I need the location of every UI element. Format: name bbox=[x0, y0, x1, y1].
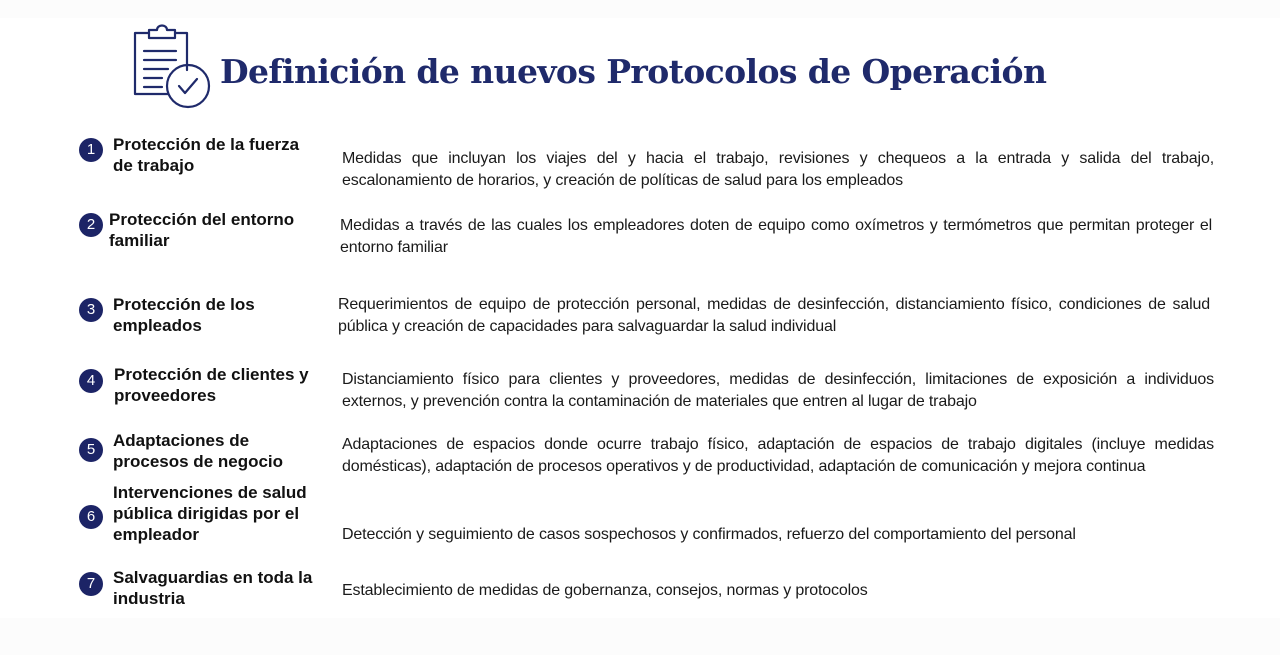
top-band bbox=[0, 0, 1280, 18]
item-description: Adaptaciones de espacios donde ocurre trabajo físico, adaptación de espacios de trabajo digitales (incluye medidas domésticas), adaptación de procesos operativos y de productividad, adaptación de comunicación y mejora continua bbox=[342, 436, 1214, 475]
item-label: Protección de los empleados bbox=[113, 295, 255, 335]
slide-header bbox=[130, 18, 1046, 110]
clipboard-check-icon bbox=[130, 18, 212, 110]
number-badge: 2 bbox=[79, 213, 103, 237]
item-description: Distanciamiento físico para clientes y proveedores, medidas de desinfección, limitaciones de exposición a individuos externos, y prevención contra la contaminación de materiales que entren al lugar de trabajo bbox=[342, 371, 1214, 410]
item-description: Detección y seguimiento de casos sospechosos y confirmados, refuerzo del comportamiento del personal bbox=[342, 526, 1076, 543]
page-title: Definición de nuevos Protocolos de Operación bbox=[220, 51, 1047, 91]
number-badge: 5 bbox=[79, 438, 103, 462]
number-badge: 4 bbox=[79, 369, 103, 393]
bottom-band bbox=[0, 618, 1280, 655]
item-description: Establecimiento de medidas de gobernanza, consejos, normas y protocolos bbox=[342, 582, 868, 599]
item-label: Protección de clientes y proveedores bbox=[114, 365, 309, 405]
item-description: Medidas que incluyan los viajes del y hacia el trabajo, revisiones y chequeos a la entrada y salida del trabajo, escalonamiento de horarios, y creación de políticas de salud para los empleados bbox=[342, 150, 1214, 189]
item-description: Requerimientos de equipo de protección personal, medidas de desinfección, distanciamiento físico, condiciones de salud pública y creación de capacidades para salvaguardar la salud individual bbox=[338, 296, 1210, 335]
item-label: Intervenciones de salud pública dirigidas por el empleador bbox=[113, 483, 307, 544]
number-badge: 7 bbox=[79, 572, 103, 596]
item-label: Protección del entorno familiar bbox=[109, 210, 295, 250]
item-description: Medidas a través de las cuales los empleadores doten de equipo como oxímetros y termómetros que permitan proteger el entorno familiar bbox=[340, 217, 1212, 256]
item-label: Adaptaciones de procesos de negocio bbox=[113, 431, 284, 471]
number-badge: 6 bbox=[79, 505, 103, 529]
item-label: Protección de la fuerza de trabajo bbox=[113, 135, 300, 175]
number-badge: 3 bbox=[79, 298, 103, 322]
item-label: Salvaguardias en toda la industria bbox=[113, 568, 313, 608]
number-badge: 1 bbox=[79, 138, 103, 162]
